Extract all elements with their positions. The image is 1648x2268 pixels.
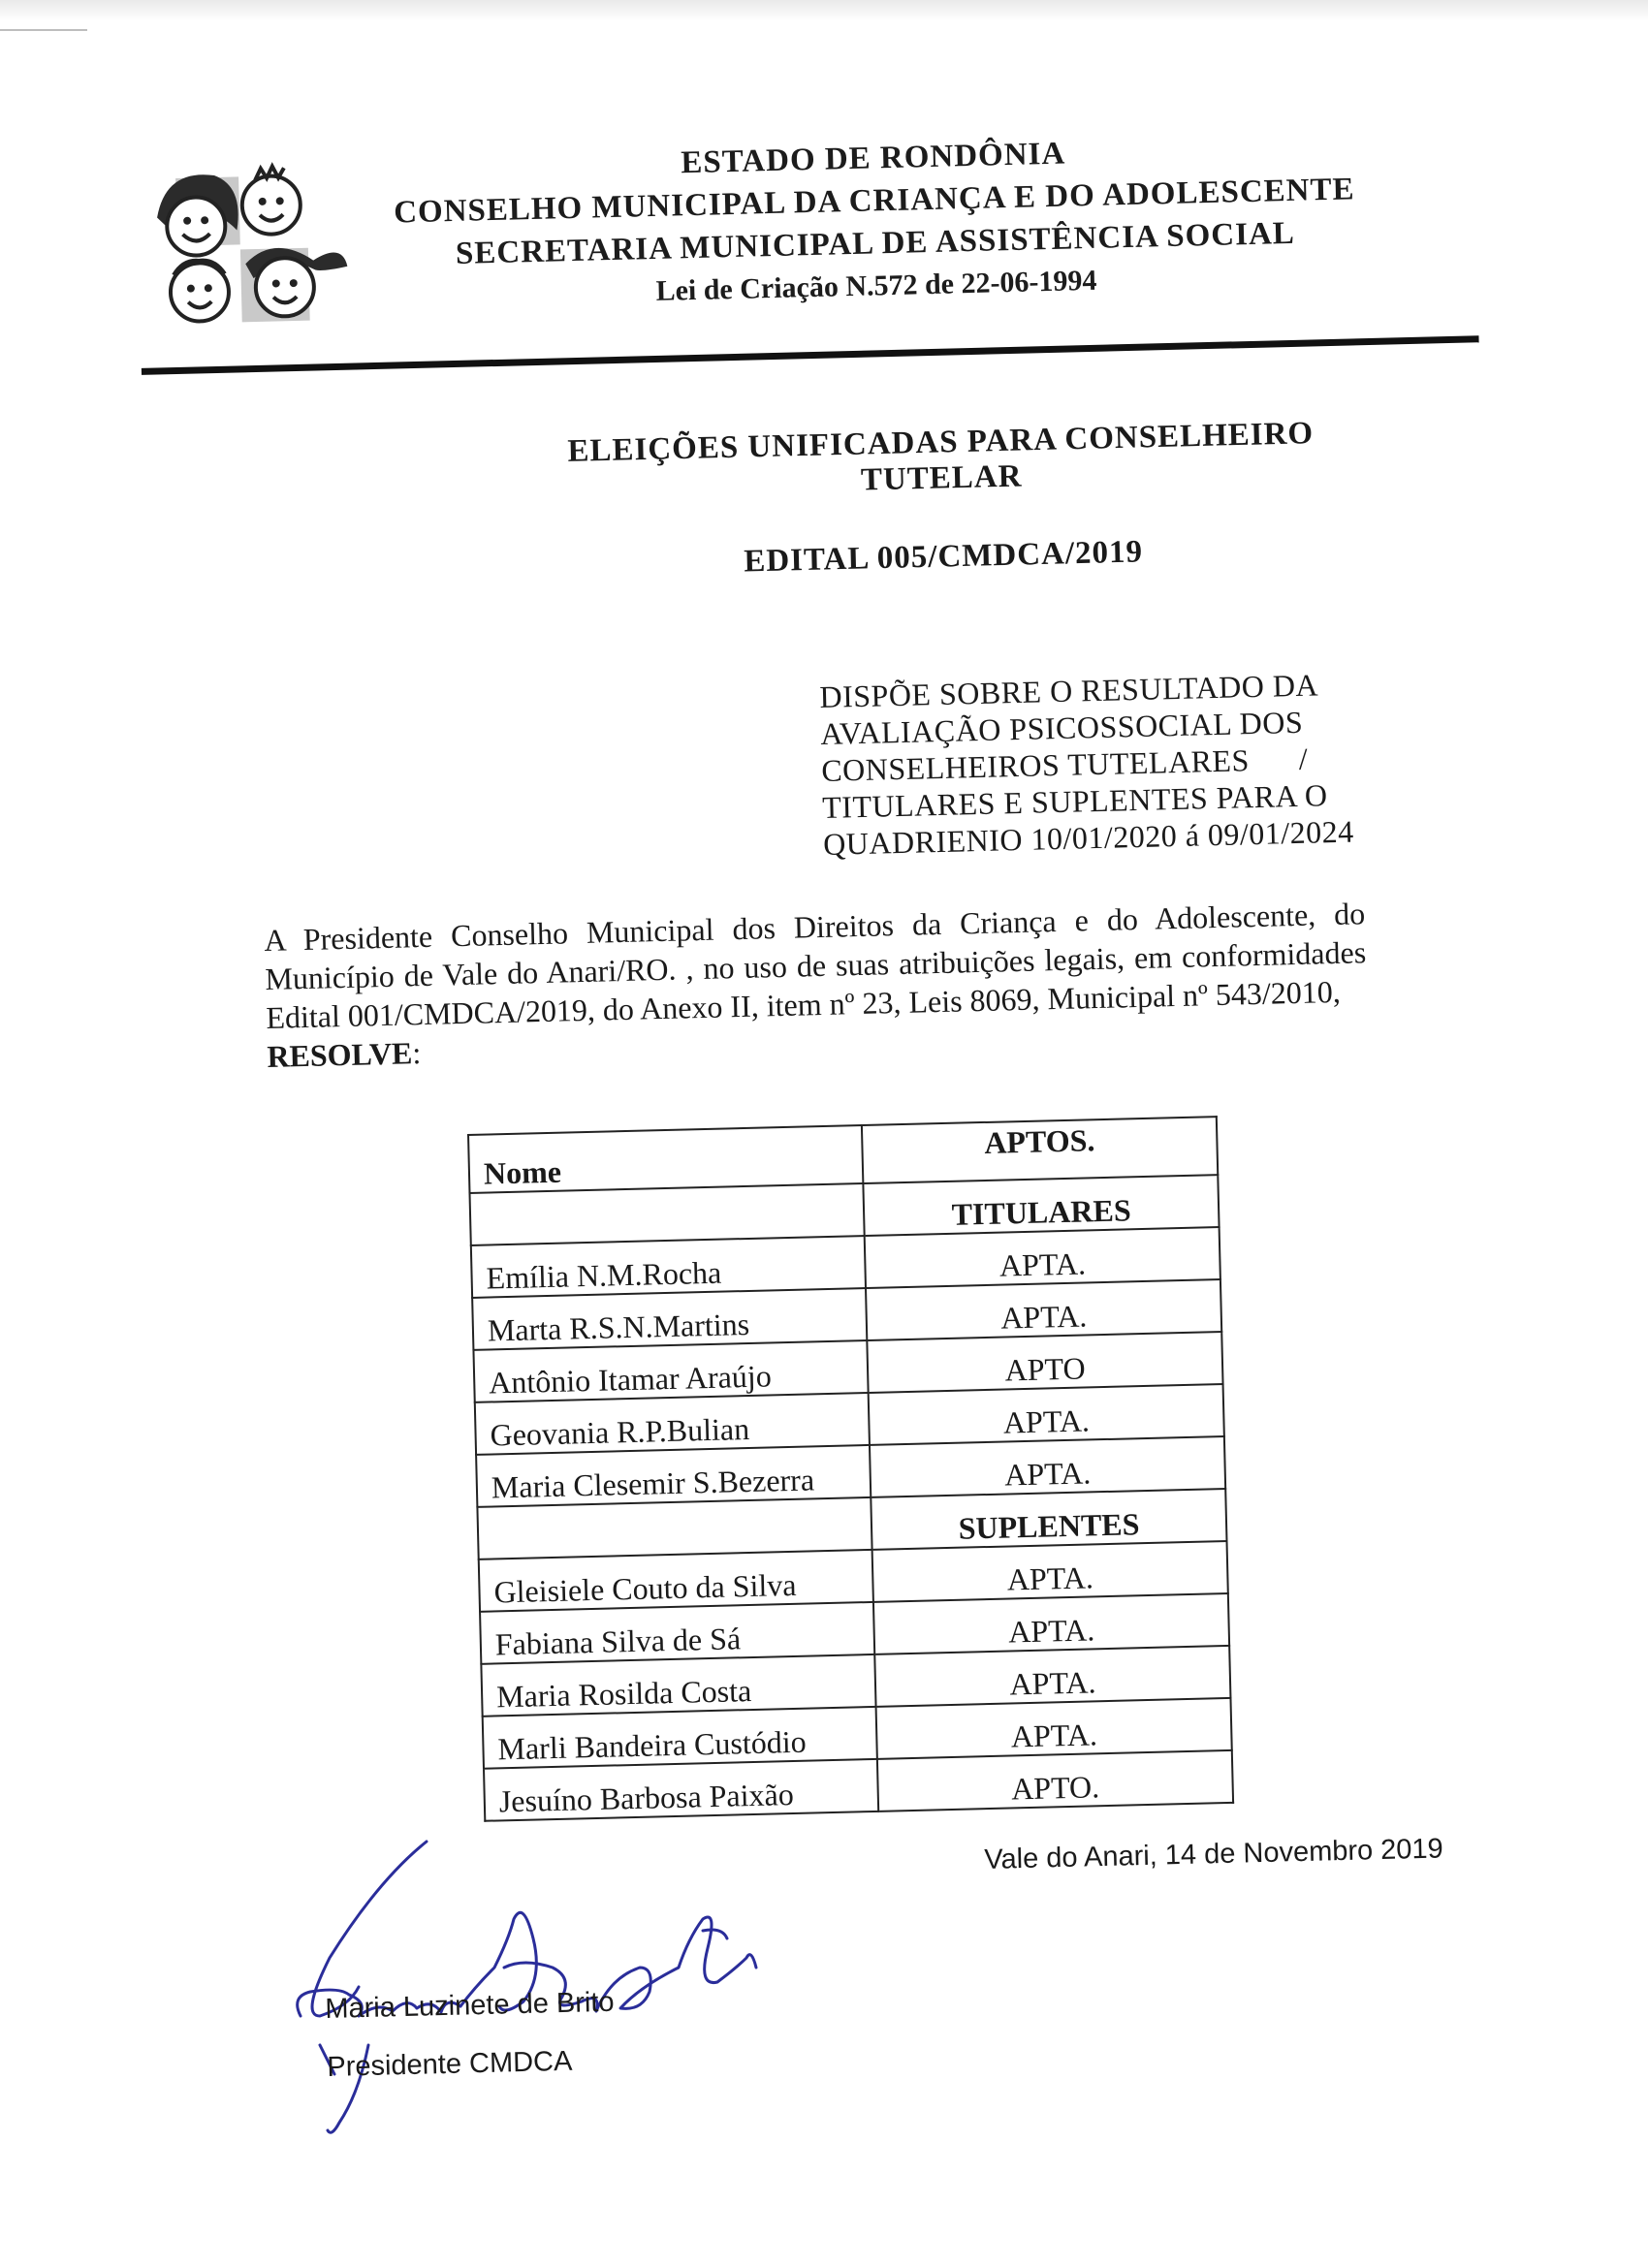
column-header-name: Nome (468, 1125, 863, 1193)
secretariat-name: SECRETARIA MUNICIPAL DE ASSISTÊNCIA SOCIAL (455, 215, 1296, 271)
resolve-keyword: RESOLVE (266, 1035, 413, 1074)
candidate-status: APTA. (874, 1646, 1230, 1707)
candidate-status: APTA. (872, 1541, 1228, 1602)
column-header-status: APTOS. (862, 1117, 1218, 1183)
candidate-name: Emília N.M.Rocha (471, 1236, 866, 1298)
state-name: ESTADO DE RONDÔNIA (680, 136, 1066, 181)
city-date: Vale do Anari, 14 de Novembro 2019 (984, 1833, 1444, 1875)
candidate-name: Gleisiele Couto da Silva (479, 1550, 873, 1612)
section-title: SUPLENTES (871, 1489, 1226, 1550)
candidate-status: APTA. (873, 1593, 1229, 1654)
election-title: ELEIÇÕES UNIFICADAS PARA CONSELHEIRO TUTELAR (567, 416, 1315, 498)
summary-line: DISPÕE SOBRE O RESULTADO DA (819, 667, 1319, 714)
signer-name: Maria Luzinete de Brito (325, 1986, 615, 2025)
council-name: CONSELHO MUNICIPAL DA CRIANÇA E DO ADOLESCENTE (393, 172, 1355, 231)
candidate-status: APTA. (865, 1227, 1220, 1288)
candidate-name: Maria Clesemir S.Bezerra (476, 1445, 871, 1507)
section-title: TITULARES (863, 1175, 1219, 1236)
summary-line: TITULARES E SUPLENTES PARA O (821, 777, 1328, 825)
candidate-status: APTO (867, 1332, 1222, 1393)
candidate-name: Antônio Itamar Araújo (473, 1340, 868, 1402)
candidate-name: Geovania R.P.Bulian (475, 1393, 870, 1455)
summary-line: CONSELHEIROS TUTELARES / (820, 740, 1309, 788)
summary-line: QUADRIENIO 10/01/2020 á 09/01/2024 (822, 813, 1355, 862)
candidate-name: Marli Bandeira Custódio (483, 1707, 877, 1769)
candidate-status: APTA. (876, 1698, 1232, 1759)
handwritten-signature (262, 1822, 805, 2142)
creation-law: Lei de Criação N.572 de 22-06-1994 (655, 264, 1097, 307)
signer-role: Presidente CMDCA (327, 2045, 573, 2083)
candidate-status: APTA. (869, 1384, 1224, 1445)
edital-number: EDITAL 005/CMDCA/2019 (743, 534, 1144, 580)
candidate-name: Marta R.S.N.Martins (472, 1288, 867, 1350)
resolve-suffix: : (411, 1035, 422, 1071)
candidate-name: Maria Rosilda Costa (481, 1654, 875, 1717)
candidate-name: Fabiana Silva de Sá (480, 1602, 874, 1664)
candidate-name: Jesuíno Barbosa Paixão (484, 1759, 878, 1821)
candidate-status: APTA. (870, 1436, 1225, 1497)
candidate-status: APTA. (866, 1279, 1221, 1340)
summary-line: AVALIAÇÃO PSICOSSOCIAL DOS (819, 704, 1304, 751)
candidate-status: APTO. (877, 1750, 1233, 1811)
body-paragraph-text: A Presidente Conselho Municipal dos Direitos da Criança e do Adolescente, do Município de Vale do Anari/RO. , no uso de suas atribuições legais, em conformidades Edital 001/CMDCA/2019, do Anexo II, item nº 23, Leis 8069, Municipal nº 543/2010, (264, 896, 1367, 1035)
